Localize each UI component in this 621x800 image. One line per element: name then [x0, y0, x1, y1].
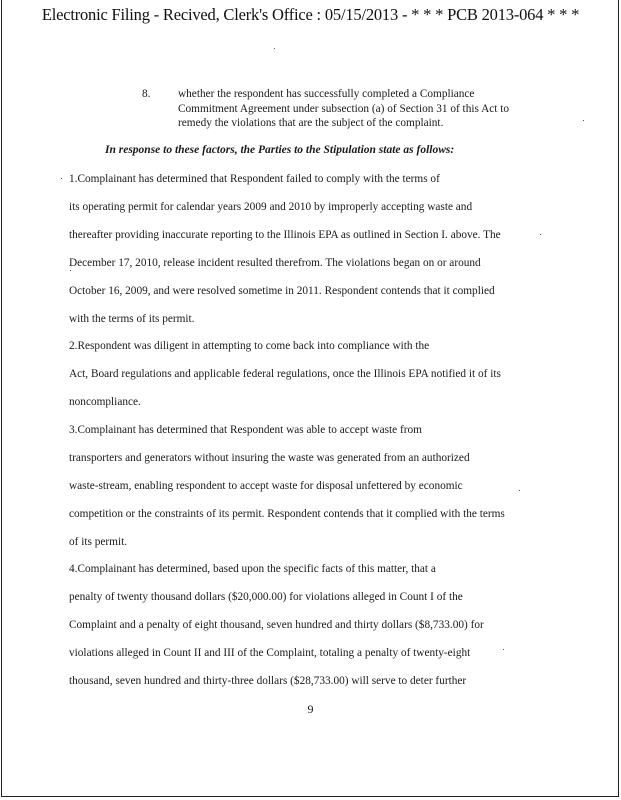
- paragraph-line: December 17, 2010, release incident resulted therefrom. The violations began on or around: [69, 257, 481, 269]
- scan-speck: [583, 120, 584, 121]
- paragraph-line: thereafter providing inaccurate reporting to the Illinois EPA as outlined in Section I. above. The: [69, 229, 501, 241]
- paragraph-number: 1.: [69, 173, 78, 185]
- paragraph-line: 4.Complainant has determined, based upon the specific facts of this matter, that a: [69, 563, 436, 575]
- item-number: 8.: [142, 88, 151, 100]
- paragraph-line: with the terms of its permit.: [69, 313, 195, 325]
- item-line: whether the respondent has successfully completed a Compliance: [178, 88, 475, 100]
- paragraph-line: of its permit.: [69, 536, 128, 548]
- scan-speck: [519, 490, 520, 491]
- response-heading: In response to these factors, the Parties to the Stipulation state as follows:: [105, 144, 455, 156]
- item-line: remedy the violations that are the subject of the complaint.: [178, 117, 444, 129]
- paragraph-3: [69, 416, 537, 556]
- paragraph-line: its operating permit for calendar years 2009 and 2010 by improperly accepting waste and: [69, 201, 473, 213]
- scan-speck: [70, 270, 71, 271]
- item-text: [178, 87, 548, 131]
- scan-speck: [540, 234, 541, 235]
- paragraph-line: Complaint and a penalty of eight thousand, seven hundred and thirty dollars ($8,733.00) for: [69, 619, 484, 631]
- paragraph-number: 2.: [69, 340, 78, 352]
- paragraph-1: [69, 165, 537, 333]
- paragraph-line: violations alleged in Count II and III of the Complaint, totaling a penalty of twenty-eight: [69, 647, 471, 659]
- paragraph-number: 3.: [69, 424, 78, 436]
- scan-speck: [503, 649, 504, 650]
- paragraph-line: 1.Complainant has determined that Respondent failed to comply with the terms of: [69, 173, 440, 185]
- paragraph-line: competition or the constraints of its permit. Respondent contends that it complied with the terms: [69, 508, 505, 520]
- scan-speck: [61, 178, 62, 179]
- paragraph-line: 2.Respondent was diligent in attempting to come back into compliance with the: [69, 340, 430, 352]
- paragraph-line: transporters and generators without insuring the waste was generated from an authorized: [69, 452, 470, 464]
- paragraph-line: penalty of twenty thousand dollars ($20,000.00) for violations alleged in Count I of the: [69, 591, 463, 603]
- item-line: Commitment Agreement under subsection (a) of Section 31 of this Act to: [178, 102, 510, 115]
- paragraph-line: thousand, seven hundred and thirty-three dollars ($28,733.00) will serve to deter further: [69, 675, 467, 687]
- filing-header: Electronic Filing - Recived, Clerk's Office : 05/15/2013 - * * * PCB 2013-064 * * *: [41, 5, 580, 24]
- paragraph-number: 4.: [69, 563, 78, 575]
- paragraph-2: [69, 332, 537, 416]
- scan-speck: [274, 48, 275, 49]
- paragraph-line: 3.Complainant has determined that Respondent was able to accept waste from: [69, 424, 422, 436]
- paragraph-line: waste-stream, enabling respondent to accept waste for disposal unfettered by economic: [69, 480, 463, 492]
- paragraph-4: [69, 555, 537, 695]
- paragraph-line: noncompliance.: [69, 396, 141, 408]
- page-number: 9: [307, 702, 314, 716]
- paragraph-line: Act, Board regulations and applicable federal regulations, once the Illinois EPA notified it of its: [69, 368, 501, 380]
- paragraph-line: October 16, 2009, and were resolved sometime in 2011. Respondent contends that it complied: [69, 285, 495, 297]
